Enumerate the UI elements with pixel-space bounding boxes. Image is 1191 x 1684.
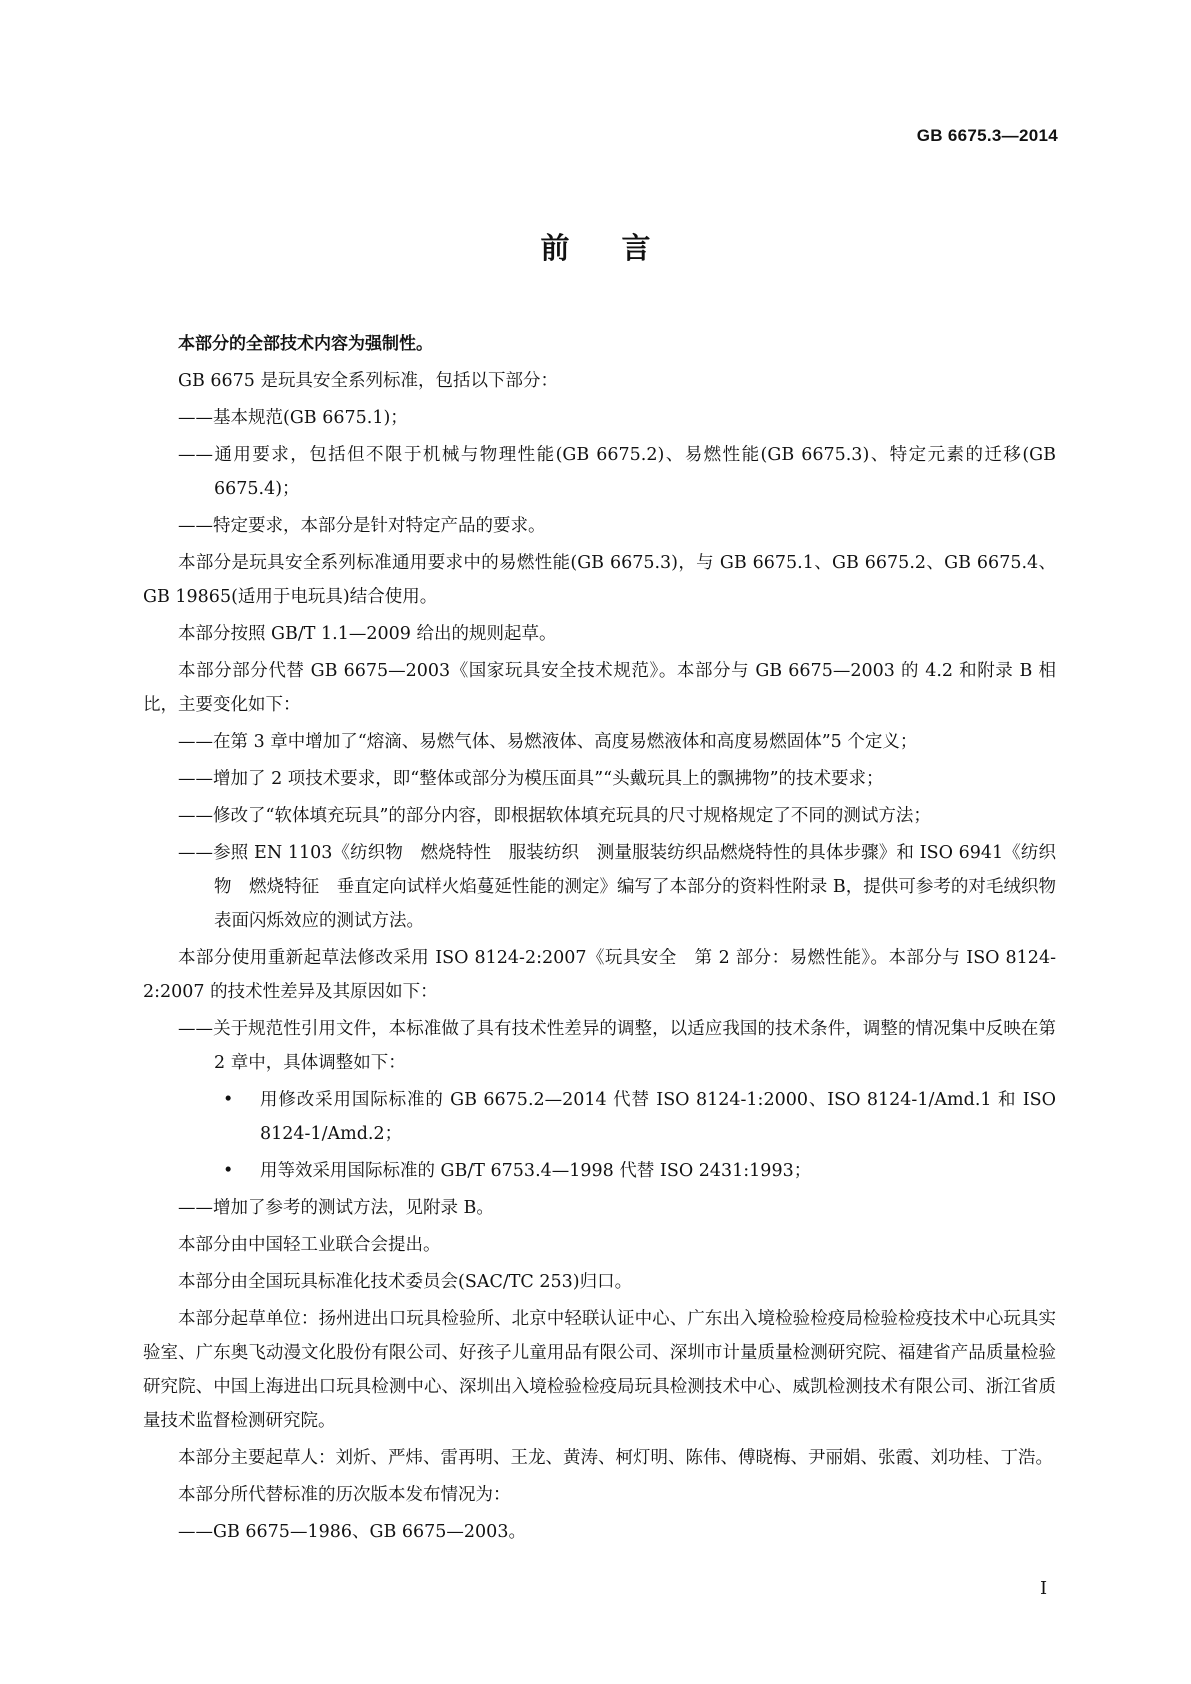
- bullet-icon: •: [223, 1161, 234, 1181]
- page-title: 前言: [540, 231, 703, 265]
- iso-adoption-paragraph: 本部分使用重新起草法修改采用 ISO 8124-2:2007《玩具安全 第 2 部分：易燃性能》。本部分与 ISO 8124-2:2007 的技术性差异及其原因如下：: [143, 948, 1056, 1002]
- series-part-item: ——特定要求，本部分是针对特定产品的要求。: [178, 516, 546, 536]
- mandatory-note: 本部分的全部技术内容为强制性。: [178, 334, 433, 354]
- series-intro: GB 6675 是玩具安全系列标准，包括以下部分：: [178, 371, 558, 391]
- scope-paragraph: 本部分是玩具安全系列标准通用要求中的易燃性能(GB 6675.3)，与 GB 6675.1、GB 6675.2、GB 6675.4、GB 19865(适用于电玩具)结合使用。: [143, 553, 1056, 607]
- change-item: ——在第 3 章中增加了“熔滴、易燃气体、易燃液体、高度易燃液体和高度易燃固体”5 个定义；: [178, 732, 918, 752]
- iso-bullet-text: 用等效采用国际标准的 GB/T 6753.4—1998 代替 ISO 2431:1993；: [260, 1161, 812, 1181]
- page-number: I: [1040, 1578, 1048, 1599]
- iso-bullet-item: [143, 1083, 1056, 1151]
- series-part-item: ——基本规范(GB 6675.1)；: [178, 408, 408, 428]
- replacement-paragraph: 本部分部分代替 GB 6675—2003《国家玩具安全技术规范》。本部分与 GB 6675—2003 的 4.2 和附录 B 相比，主要变化如下：: [143, 661, 1056, 715]
- drafting-units-paragraph: 本部分起草单位：扬州进出口玩具检验所、北京中轻联认证中心、广东出入境检验检疫局检验检疫技术中心玩具实验室、广东奥飞动漫文化股份有限公司、好孩子儿童用品有限公司、深圳市计量质量检测研究院、福建省产品质量检验研究院、中国上海进出口玩具检测中心、深圳出入境检验检疫局玩具检测技术中心、威凯检测技术有限公司、浙江省质量技术监督检测研究院。: [143, 1309, 1056, 1431]
- standard-code: GB 6675.3—2014: [916, 126, 1058, 145]
- drafters-paragraph: 本部分主要起草人：刘炘、严炜、雷再明、王龙、黄涛、柯灯明、陈伟、傅晓梅、尹丽娟、张霞、刘功桂、丁浩。: [178, 1448, 1053, 1468]
- series-part-item: ——通用要求，包括但不限于机械与物理性能(GB 6675.2)、易燃性能(GB 6675.3)、特定元素的迁移(GB 6675.4)；: [178, 445, 1056, 499]
- iso-added-item: ——增加了参考的测试方法，见附录 B。: [178, 1198, 494, 1218]
- change-item: ——参照 EN 1103《纺织物 燃烧特性 服装纺织 测量服装纺织品燃烧特性的具体步骤》和 ISO 6941《纺织物 燃烧特征 垂直定向试样火焰蔓延性能的测定》编写了本部分的资料性附录 B，提供可参考的对毛绒织物表面闪烁效应的测试方法。: [178, 843, 1056, 931]
- iso-bullet-item: [143, 1154, 1056, 1188]
- iso-difference-item: ——关于规范性引用文件，本标准做了具有技术性差异的调整，以适应我国的技术条件，调整的情况集中反映在第 2 章中，具体调整如下：: [178, 1019, 1056, 1073]
- iso-bullet-text: 用修改采用国际标准的 GB 6675.2—2014 代替 ISO 8124-1:2000、ISO 8124-1/Amd.1 和 ISO 8124-1/Amd.2；: [260, 1090, 1056, 1144]
- change-item: ——修改了“软体填充玩具”的部分内容，即根据软体填充玩具的尺寸规格规定了不同的测试方法；: [178, 806, 931, 826]
- bullet-icon: •: [223, 1090, 234, 1110]
- history-intro-paragraph: 本部分所代替标准的历次版本发布情况为：: [178, 1485, 511, 1505]
- foreword-body: [143, 327, 1056, 1552]
- change-item: ——增加了 2 项技术要求，即“整体或部分为模压面具”“头戴玩具上的飘拂物”的技术要求；: [178, 769, 884, 789]
- centralized-by-paragraph: 本部分由全国玩具标准化技术委员会(SAC/TC 253)归口。: [178, 1272, 633, 1292]
- proposed-by-paragraph: 本部分由中国轻工业联合会提出。: [178, 1235, 441, 1255]
- drafting-rules-paragraph: 本部分按照 GB/T 1.1—2009 给出的规则起草。: [178, 624, 557, 644]
- history-versions-item: ——GB 6675—1986、GB 6675—2003。: [178, 1522, 526, 1542]
